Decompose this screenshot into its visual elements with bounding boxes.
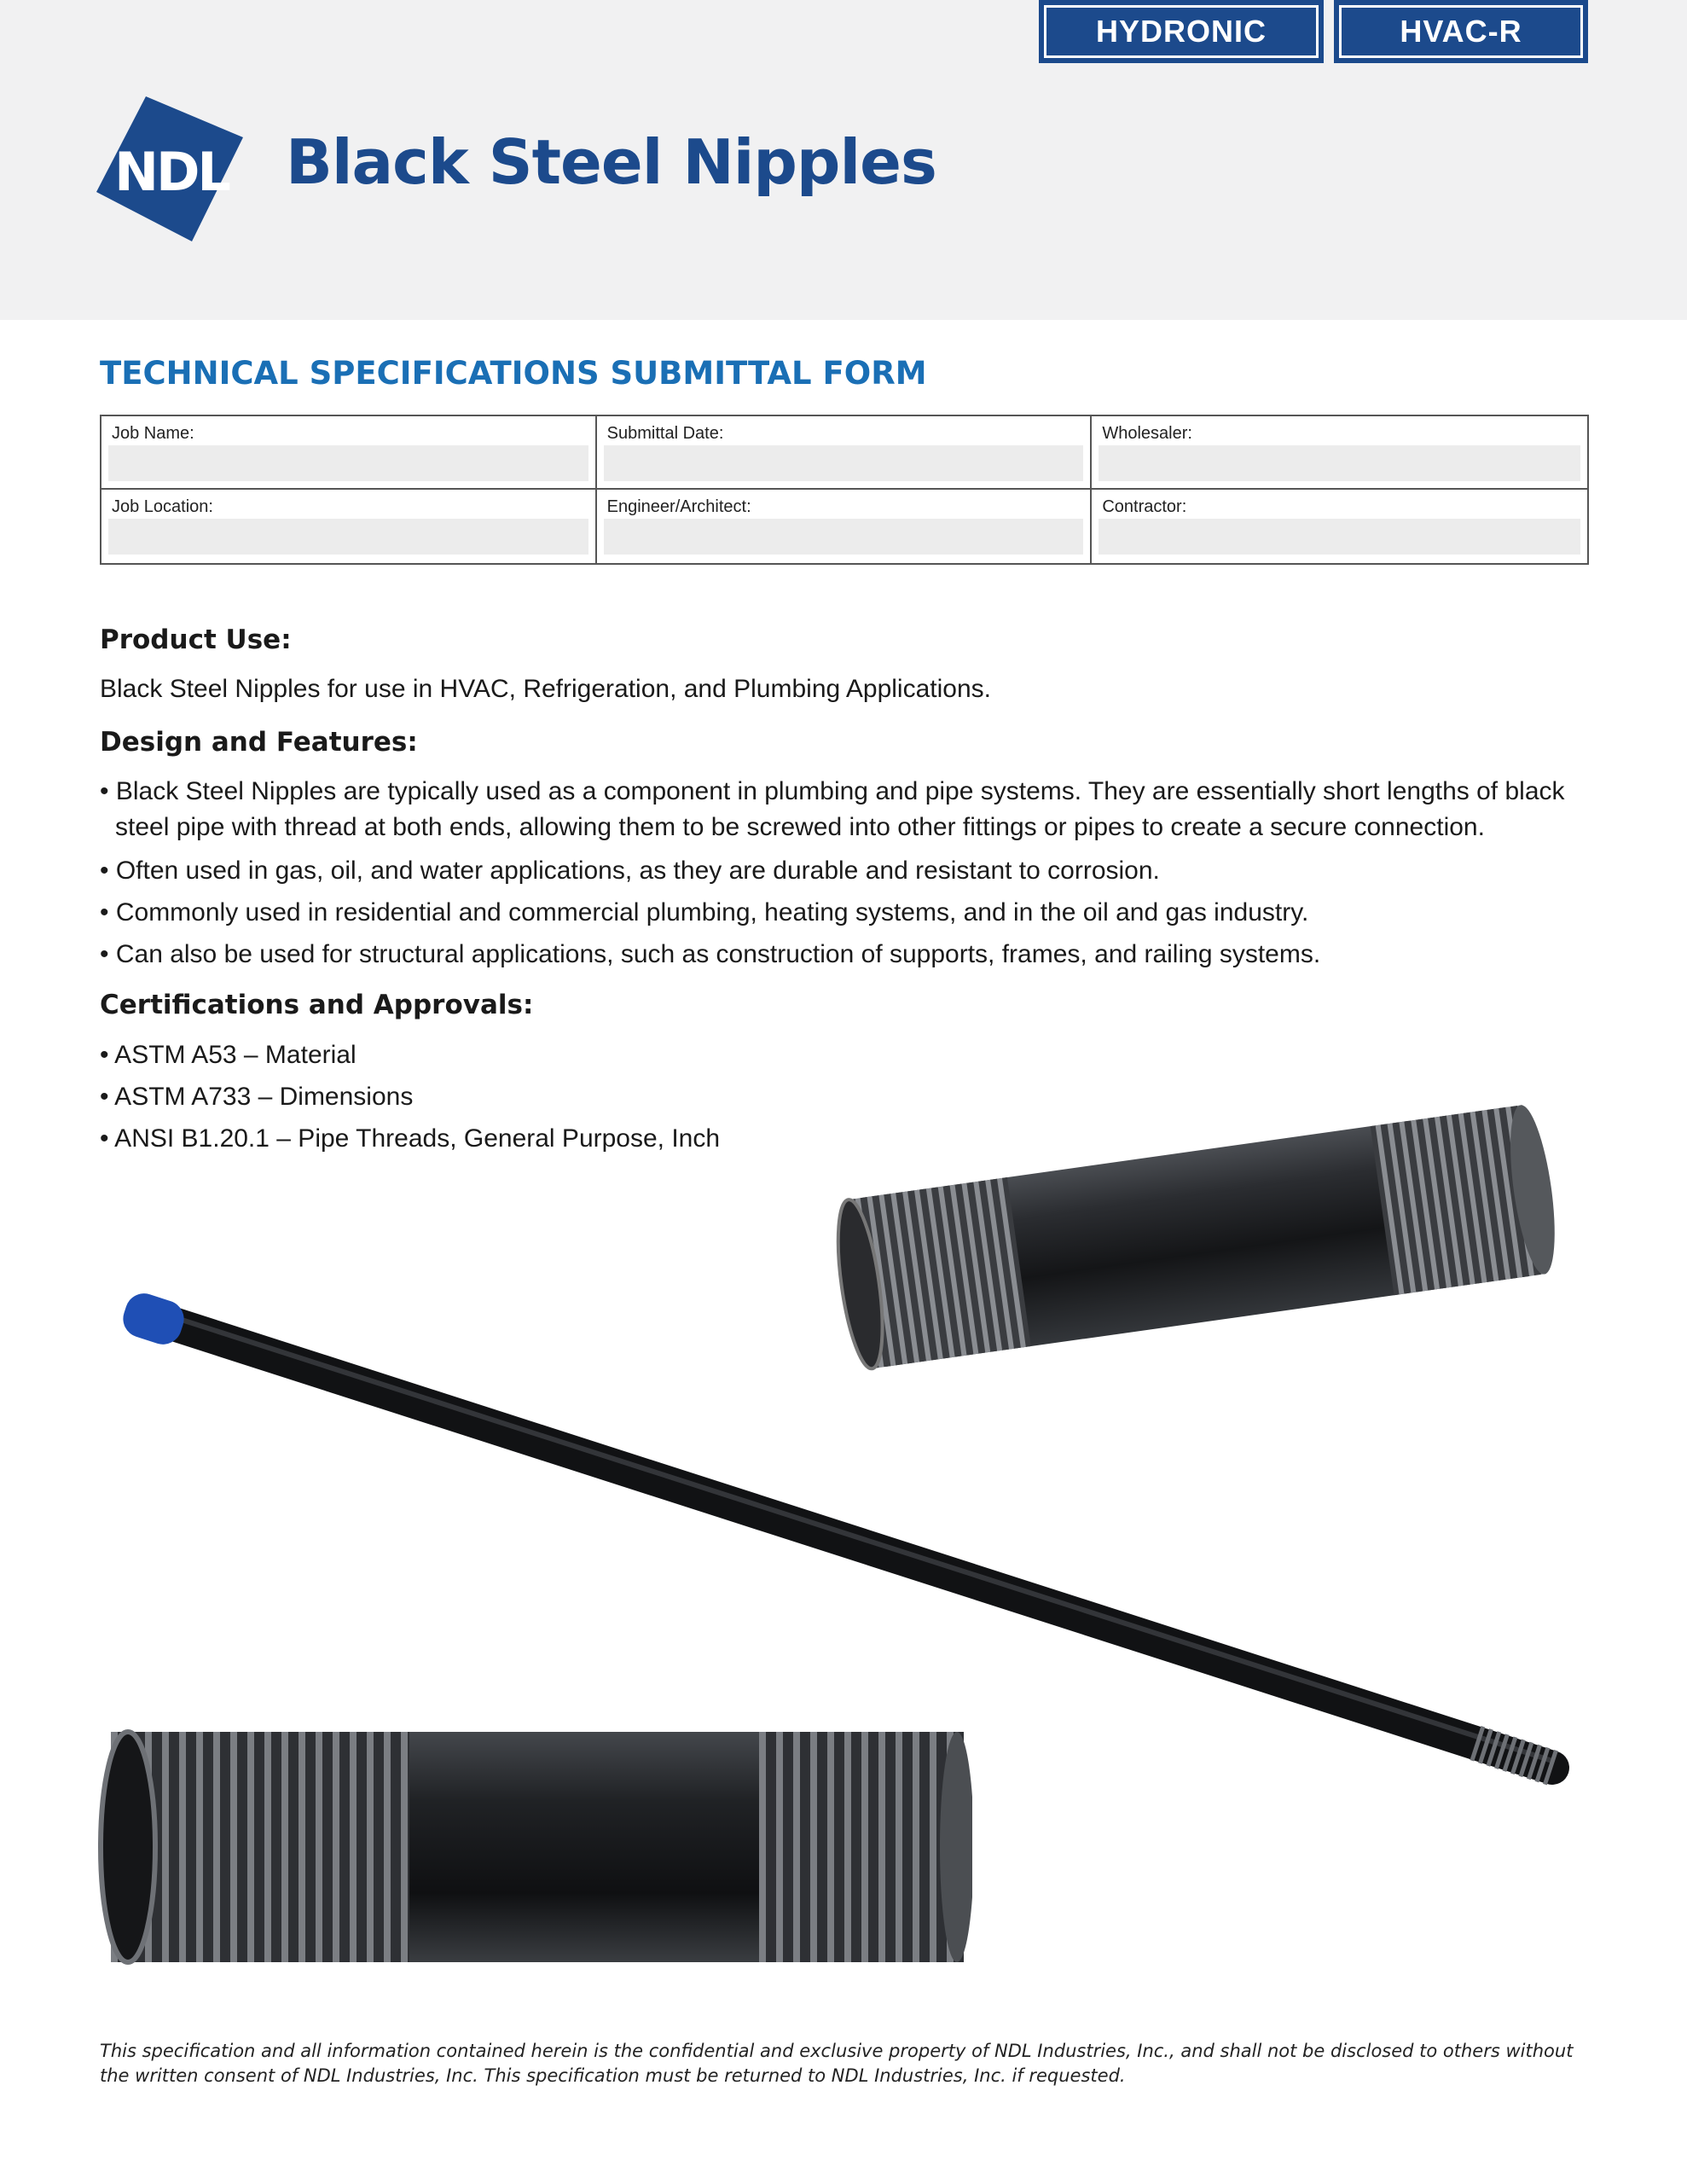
page-title: Black Steel Nipples [286,126,936,198]
engineer-architect-label: Engineer/Architect: [606,497,751,516]
submittal-date-field[interactable] [604,445,1084,481]
form-cell-job-location [101,490,597,563]
wholesaler-field[interactable] [1099,445,1580,481]
confidentiality-note: This specification and all information contained herein is the confidential and exclusive property of NDL Industries, Inc., and shall not be disclosed to others without the written consent of NDL Industries, Inc. This specification must be returned to NDL Industries, Inc. if requested. [100,2041,1574,2086]
job-location-field[interactable] [108,519,588,555]
design-bullet-1: • Black Steel Nipples are typically used as a component in plumbing and pipe systems. They are essentially short lengths of black steel pipe with thread at both ends, allowing them to be screwed into other fittings or pipes to create a secure connection. [100,777,1565,841]
job-name-field[interactable] [108,445,588,481]
form-cell-contractor [1092,490,1587,563]
cert-bullet-1: • ASTM A53 – Material [100,1041,357,1069]
contractor-label: Contractor: [1102,497,1187,516]
submittal-date-label: Submittal Date: [606,424,724,443]
wholesaler-label: Wholesaler: [1102,424,1192,443]
tab-hydronic[interactable]: HYDRONIC [1039,0,1324,63]
form-cell-submittal-date [597,416,1093,490]
cert-bullet-3: • ANSI B1.20.1 – Pipe Threads, General Purpose, Inch [100,1124,721,1153]
contractor-field[interactable] [1099,519,1580,555]
design-bullet-2: • Often used in gas, oil, and water applications, as they are durable and resistant to corrosion. [100,857,1160,885]
ndl-logo [96,96,243,241]
product-use-heading: Product Use: [100,624,292,655]
engineer-architect-field[interactable] [604,519,1084,555]
form-cell-engineer-architect [597,490,1093,563]
bottom-nipple-photo [94,1706,972,1988]
design-bullet-3: • Commonly used in residential and commercial plumbing, heating systems, and in the oil and gas industry. [100,898,1309,926]
tab-hvac-r[interactable]: HVAC-R [1334,0,1588,63]
form-cell-wholesaler [1092,416,1587,490]
design-bullet-4: • Can also be used for structural applications, such as construction of supports, frames, and railing systems. [100,940,1321,968]
submittal-form [100,415,1589,565]
job-location-label: Job Location: [112,497,213,516]
form-cell-job-name [101,416,597,490]
job-name-label: Job Name: [112,424,194,443]
design-features-heading: Design and Features: [100,727,418,758]
certifications-heading: Certifications and Approvals: [100,990,534,1020]
cert-bullet-2: • ASTM A733 – Dimensions [100,1083,414,1111]
logo-text: NDL [114,141,229,203]
product-use-text: Black Steel Nipples for use in HVAC, Refrigeration, and Plumbing Applications. [100,675,991,703]
form-title: TECHNICAL SPECIFICATIONS SUBMITTAL FORM [100,355,927,392]
